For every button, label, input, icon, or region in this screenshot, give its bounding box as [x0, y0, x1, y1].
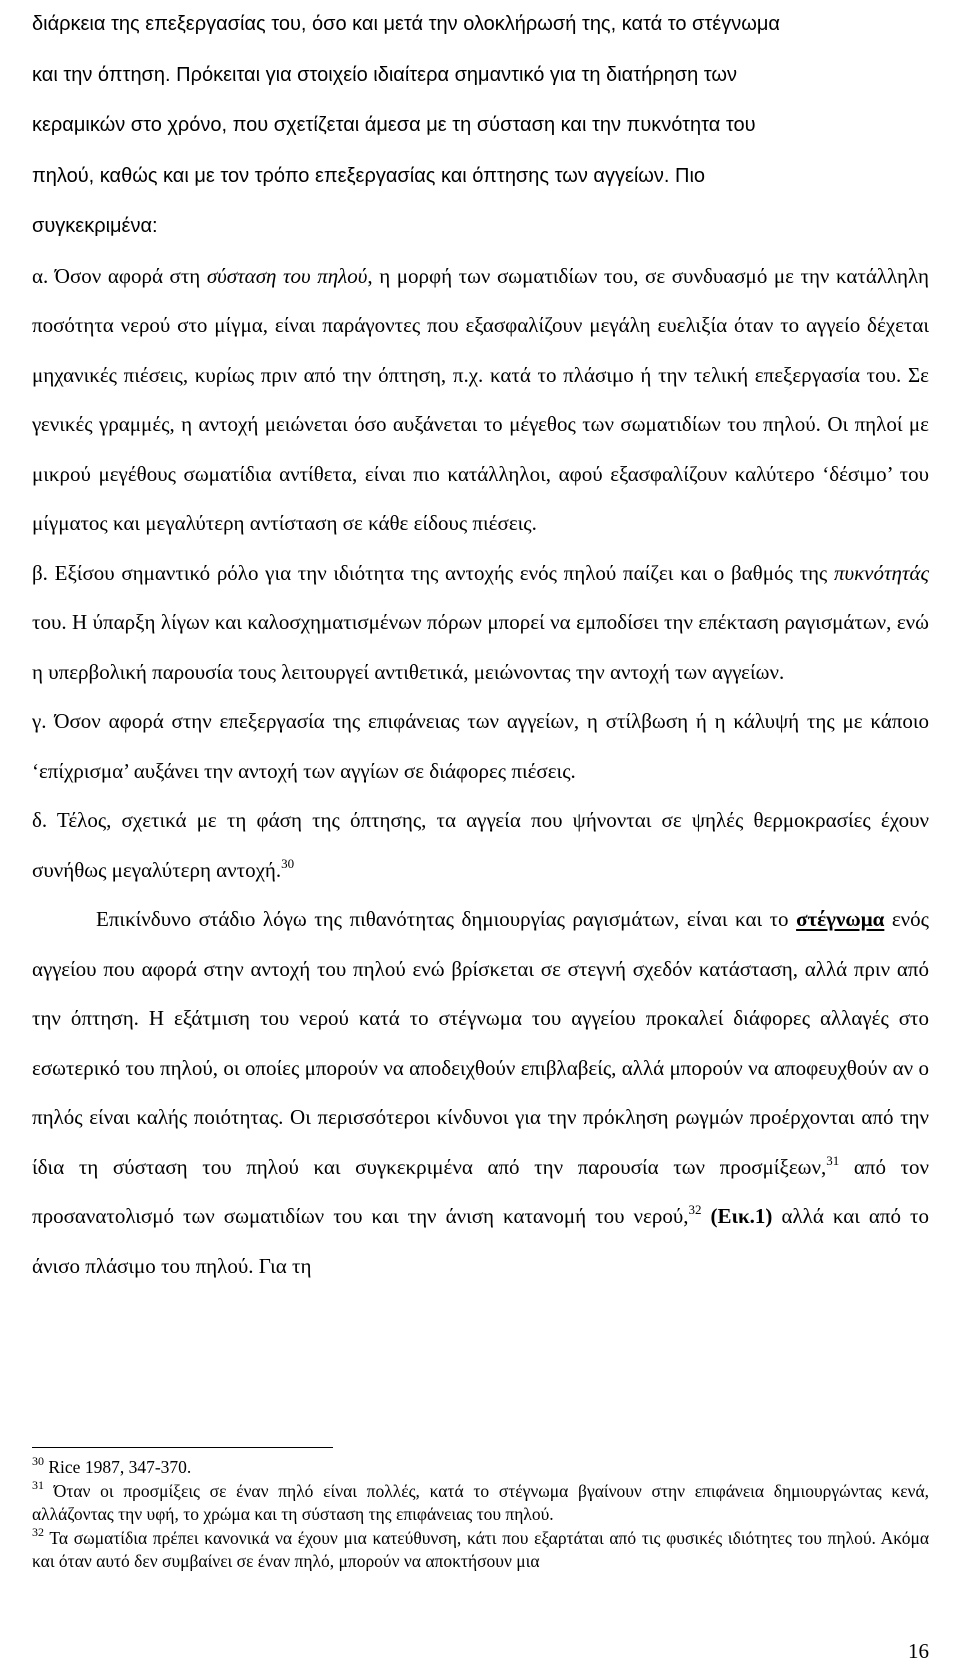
footnote-number-32: 32: [32, 1524, 44, 1539]
paragraph-alpha: [32, 252, 929, 549]
footnote-text-30: Rice 1987, 347-370.: [48, 1457, 192, 1477]
footnote-30: [32, 1456, 929, 1480]
footnote-separator: [32, 1447, 333, 1448]
alpha-rest: , η μορφή των σωματιδίων του, σε συνδυασμό με την κατάλληλη ποσότητα νερού στο μίγμα, είναι παράγοντες που εξασφαλίζουν μεγάλη ευελιξία όταν το αγγείο δέχεται μηχανικές πιέσεις, κυρίως πριν από την όπτηση, π.χ. κατά το πλάσιμο ή την τελική επεξεργασία του. Σε γενικές γραμμές, η αντοχή μειώνεται όσο αυξάνεται το μέγεθος των σωματιδίων του πηλού. Οι πηλοί με μικρού μεγέθους σωματίδια αντίθετα, είναι πιο κατάλληλοι, αφού εξασφαλίζουν καλύτερο ‘δέσιμο’ του μίγματος και μεγαλύτερη αντίσταση σε κάθε είδους πιέσεις.: [32, 263, 929, 535]
drying-end: αλλά και από το άνισο πλάσιμο του πηλού. Για τη: [32, 1204, 929, 1278]
gamma-text: γ. Όσον αφορά στην επεξεργασία της επιφάνειας των αγγείων, η στίλβωση ή η κάλυψή της με κάποιο ‘επίχρισμα’ αυξάνει την αντοχή των αγγίων σε διάφορες πιέσεις.: [32, 709, 929, 783]
beta-rest: του. Η ύπαρξη λίγων και καλοσχηματισμένων πόρων μπορεί να εμποδίσει την επέκταση ραγισμάτων, ενώ η υπερβολική παρουσία τους λειτουργεί αντιθετικά, μειώνοντας την αντοχή των αγγείων.: [32, 610, 929, 684]
beta-start: β. Εξίσου σημαντικό ρόλο για την ιδιότητα της αντοχής ενός πηλού παίζει και ο βαθμός της: [32, 560, 834, 585]
alpha-italic: σύσταση του πηλού: [206, 263, 368, 288]
drying-mid-1: ενός αγγείου που αφορά στην αντοχή του πηλού ενώ βρίσκεται σε στεγνή σχεδόν κατάσταση, αλλά πριν από την όπτηση. Η εξάτμιση του νερού κατά το στέγνωμα του αγγείου προκαλεί διάφορες αλλαγές στο εσωτερικό του πηλού, οι οποίες μπορούν να αποδειχθούν επιβλαβείς, αλλά μπορούν να αποφευχθούν αν ο πηλός είναι καλής ποιότητας. Οι περισσότεροι κίνδυνοι για την πρόκληση ρωγμών προέρχονται από την ίδια τη σύσταση του πηλού και συγκεκριμένα από την παρουσία των προσμίξεων,: [32, 907, 929, 1179]
paragraph-delta: [32, 796, 929, 895]
drying-mid-2: από τον προσανατολισμό των σωματιδίων του και την άνιση κατανομή του νερού,: [32, 1154, 929, 1228]
delta-text: δ. Τέλος, σχετικά με τη φάση της όπτησης, τα αγγεία που ψήνονται σε ψηλές θερμοκρασίες έχουν συνήθως μεγαλύτερη αντοχή.: [32, 808, 929, 882]
drying-term: στέγνωμα: [796, 907, 885, 931]
beta-italic: πυκνότητάς: [833, 560, 929, 585]
drying-start: Επικίνδυνο στάδιο λόγω της πιθανότητας δημιουργίας ραγισμάτων, είναι και το: [96, 907, 797, 931]
page-number: 16: [908, 1639, 929, 1663]
paragraph-gamma: [32, 697, 929, 796]
paragraph-beta: [32, 549, 929, 698]
footnote-text-31: Όταν οι προσμίξεις σε έναν πηλό είναι πολλές, κατά το στέγνωμα βγαίνουν στην επιφάνεια δημιουργώντας κενά, αλλάζοντας την υφή, το χρώμα και τη σύσταση της επιφάνειας του πηλού.: [32, 1480, 930, 1524]
footnote-number-30: 30: [32, 1454, 44, 1468]
main-text: [32, 0, 929, 1291]
alpha-start: α. Όσον αφορά στη: [32, 263, 207, 288]
footnote-text-32: Τα σωματίδια πρέπει κανονικά να έχουν μια κατεύθυνση, κάτι που εξαρτάται από τις φυσικές ιδιότητες του πηλού. Ακόμα και όταν αυτό δεν συμβαίνει σε έναν πηλό, μπορούν να αποκτήσουν μια: [32, 1527, 929, 1571]
footnote-ref-32[interactable]: 32: [688, 1202, 702, 1217]
figure-ref[interactable]: (Εικ.1): [710, 1204, 773, 1228]
footnote-ref-30[interactable]: 30: [281, 855, 295, 871]
footnote-31: [32, 1477, 930, 1527]
intro-line-3: κεραμικών στο χρόνο, που σχετίζεται άμεσα με τη σύσταση και την πυκνότητα του: [32, 114, 756, 136]
footnote-number-31: 31: [32, 1477, 44, 1492]
paragraph-intro-continuation: [32, 0, 929, 252]
paragraph-drying: [32, 895, 929, 1291]
intro-line-4: πηλού, καθώς και με τον τρόπο επεξεργασίας και όπτησης των αγγείων. Πιο: [32, 164, 706, 187]
intro-line-5: συγκεκριμένα:: [32, 215, 158, 237]
footnotes: [32, 1456, 929, 1574]
intro-line-1: διάρκεια της επεξεργασίας του, όσο και μετά την ολοκλήρωσή της, κατά το στέγνωμα: [32, 13, 780, 35]
footnote-ref-31[interactable]: 31: [826, 1152, 840, 1168]
intro-line-2: και την όπτηση. Πρόκειται για στοιχείο ιδιαίτερα σημαντικό για τη διατήρηση των: [32, 63, 737, 86]
footnote-32: [32, 1524, 929, 1574]
